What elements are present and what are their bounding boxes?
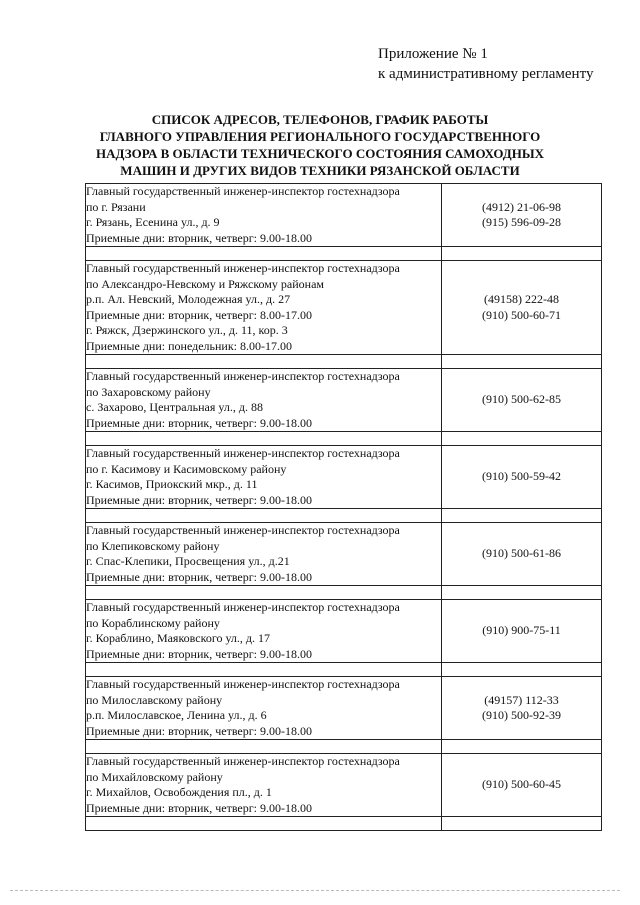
address-line: Главный государственный инженер-инспектор гостехнадзора xyxy=(86,754,400,768)
phone-number: (910) 500-60-45 xyxy=(482,777,561,792)
spacer-row xyxy=(86,817,602,831)
inspector-entry-row xyxy=(86,261,602,355)
spacer-cell xyxy=(86,740,442,754)
title-line: ГЛАВНОГО УПРАВЛЕНИЯ РЕГИОНАЛЬНОГО ГОСУДАРСТВЕННОГО xyxy=(99,129,541,144)
inspector-phone-cell xyxy=(442,600,602,663)
phone-number: (910) 500-60-71 xyxy=(482,307,561,322)
contacts-table xyxy=(85,183,602,831)
address-line: г. Михайлов, Освобождения пл., д. 1 xyxy=(86,785,272,799)
phone-number: (910) 900-75-11 xyxy=(482,623,561,638)
inspector-entry-row xyxy=(86,754,602,817)
address-line: г. Кораблино, Маяковского ул., д. 17 xyxy=(86,631,271,645)
spacer-cell xyxy=(442,740,602,754)
inspector-phone-cell xyxy=(442,523,602,586)
spacer-cell xyxy=(86,247,442,261)
address-line: Главный государственный инженер-инспектор гостехнадзора xyxy=(86,600,400,614)
address-line: г. Касимов, Приокский мкр., д. 11 xyxy=(86,477,258,491)
address-line: р.п. Ал. Невский, Молодежная ул., д. 27 xyxy=(86,292,291,306)
appendix-header xyxy=(378,44,593,84)
inspector-entry-row xyxy=(86,446,602,509)
address-line: Приемные дни: вторник, четверг: 9.00-18.00 xyxy=(86,492,313,507)
appendix-reference: к административному регламенту xyxy=(378,66,594,82)
inspector-address-cell xyxy=(86,446,442,509)
spacer-cell xyxy=(442,586,602,600)
inspector-phone-cell xyxy=(442,184,602,247)
spacer-row xyxy=(86,355,602,369)
title-line: СПИСОК АДРЕСОВ, ТЕЛЕФОНОВ, ГРАФИК РАБОТЫ xyxy=(151,112,489,127)
address-line: Главный государственный инженер-инспектор гостехнадзора xyxy=(86,523,400,537)
address-line: по Клепиковскому району xyxy=(86,538,220,553)
spacer-cell xyxy=(442,817,602,831)
address-line: Приемные дни: вторник, четверг: 9.00-18.00 xyxy=(86,415,313,430)
phone-number: (915) 596-09-28 xyxy=(482,215,561,229)
address-line: по Захаровскому району xyxy=(86,384,211,399)
address-line: р.п. Милославское, Ленина ул., д. 6 xyxy=(86,708,267,722)
spacer-cell xyxy=(442,247,602,261)
inspector-entry-row xyxy=(86,523,602,586)
spacer-cell xyxy=(442,509,602,523)
inspector-address-cell xyxy=(86,600,442,663)
address-line: г. Спас-Клепики, Просвещения ул., д.21 xyxy=(86,554,290,568)
document-title xyxy=(60,111,580,179)
address-line: Главный государственный инженер-инспектор гостехнадзора xyxy=(86,261,400,275)
inspector-address-cell xyxy=(86,261,442,355)
inspector-address-cell xyxy=(86,677,442,740)
address-line: по Михайловскому району xyxy=(86,769,223,784)
address-line: по г. Рязани xyxy=(86,199,146,214)
inspector-address-cell xyxy=(86,184,442,247)
address-line: г. Рязань, Есенина ул., д. 9 xyxy=(86,215,220,229)
address-line: Главный государственный инженер-инспектор гостехнадзора xyxy=(86,677,400,691)
spacer-cell xyxy=(442,663,602,677)
title-line: МАШИН И ДРУГИХ ВИДОВ ТЕХНИКИ РЯЗАНСКОЙ ОБЛАСТИ xyxy=(120,163,520,178)
phone-number: (910) 500-62-85 xyxy=(482,392,561,407)
address-line: по Александро-Невскому и Ряжскому районам xyxy=(86,276,324,291)
phone-number: (49158) 222-48 xyxy=(484,292,559,306)
contacts-table-body xyxy=(86,184,602,831)
address-line: по Кораблинскому району xyxy=(86,615,220,630)
address-line: Приемные дни: понедельник: 8.00-17.00 xyxy=(86,338,293,353)
spacer-cell xyxy=(86,586,442,600)
inspector-address-cell xyxy=(86,523,442,586)
address-line: Приемные дни: вторник, четверг: 9.00-18.00 xyxy=(86,569,313,584)
address-line: Приемные дни: вторник, четверг: 9.00-18.00 xyxy=(86,230,313,245)
inspector-phone-cell xyxy=(442,754,602,817)
inspector-phone-cell xyxy=(442,369,602,432)
spacer-cell xyxy=(442,432,602,446)
address-line: Приемные дни: вторник, четверг: 9.00-18.00 xyxy=(86,800,313,815)
spacer-row xyxy=(86,663,602,677)
address-line: по г. Касимову и Касимовскому району xyxy=(86,461,287,476)
address-line: Главный государственный инженер-инспектор гостехнадзора xyxy=(86,446,400,460)
spacer-cell xyxy=(86,663,442,677)
spacer-row xyxy=(86,247,602,261)
phone-number: (910) 500-61-86 xyxy=(482,546,561,561)
address-line: Приемные дни: вторник, четверг: 8.00-17.00 xyxy=(86,307,313,322)
address-line: Главный государственный инженер-инспектор гостехнадзора xyxy=(86,184,400,198)
inspector-entry-row xyxy=(86,184,602,247)
inspector-phone-cell xyxy=(442,446,602,509)
inspector-address-cell xyxy=(86,369,442,432)
spacer-cell xyxy=(442,355,602,369)
title-line: НАДЗОРА В ОБЛАСТИ ТЕХНИЧЕСКОГО СОСТОЯНИЯ САМОХОДНЫХ xyxy=(95,146,545,161)
spacer-row xyxy=(86,432,602,446)
phone-number: (49157) 112-33 xyxy=(484,692,559,707)
phone-number: (910) 500-92-39 xyxy=(482,708,561,722)
inspector-entry-row xyxy=(86,677,602,740)
address-line: Приемные дни: вторник, четверг: 9.00-18.00 xyxy=(86,646,313,661)
inspector-phone-cell xyxy=(442,677,602,740)
spacer-cell xyxy=(86,817,442,831)
inspector-address-cell xyxy=(86,754,442,817)
inspector-entry-row xyxy=(86,369,602,432)
page-bottom-rule xyxy=(10,890,620,891)
address-line: Приемные дни: вторник, четверг: 9.00-18.00 xyxy=(86,723,313,738)
spacer-cell xyxy=(86,432,442,446)
appendix-number: Приложение № 1 xyxy=(378,46,488,62)
address-line: Главный государственный инженер-инспектор гостехнадзора xyxy=(86,369,400,383)
inspector-phone-cell xyxy=(442,261,602,355)
phone-number: (910) 500-59-42 xyxy=(482,469,561,484)
spacer-row xyxy=(86,740,602,754)
spacer-cell xyxy=(86,509,442,523)
address-line: г. Ряжск, Дзержинского ул., д. 11, кор. 3 xyxy=(86,323,288,337)
inspector-entry-row xyxy=(86,600,602,663)
phone-number: (4912) 21-06-98 xyxy=(482,199,561,214)
address-line: с. Захарово, Центральная ул., д. 88 xyxy=(86,400,263,414)
spacer-row xyxy=(86,586,602,600)
spacer-cell xyxy=(86,355,442,369)
spacer-row xyxy=(86,509,602,523)
address-line: по Милославскому району xyxy=(86,692,223,707)
